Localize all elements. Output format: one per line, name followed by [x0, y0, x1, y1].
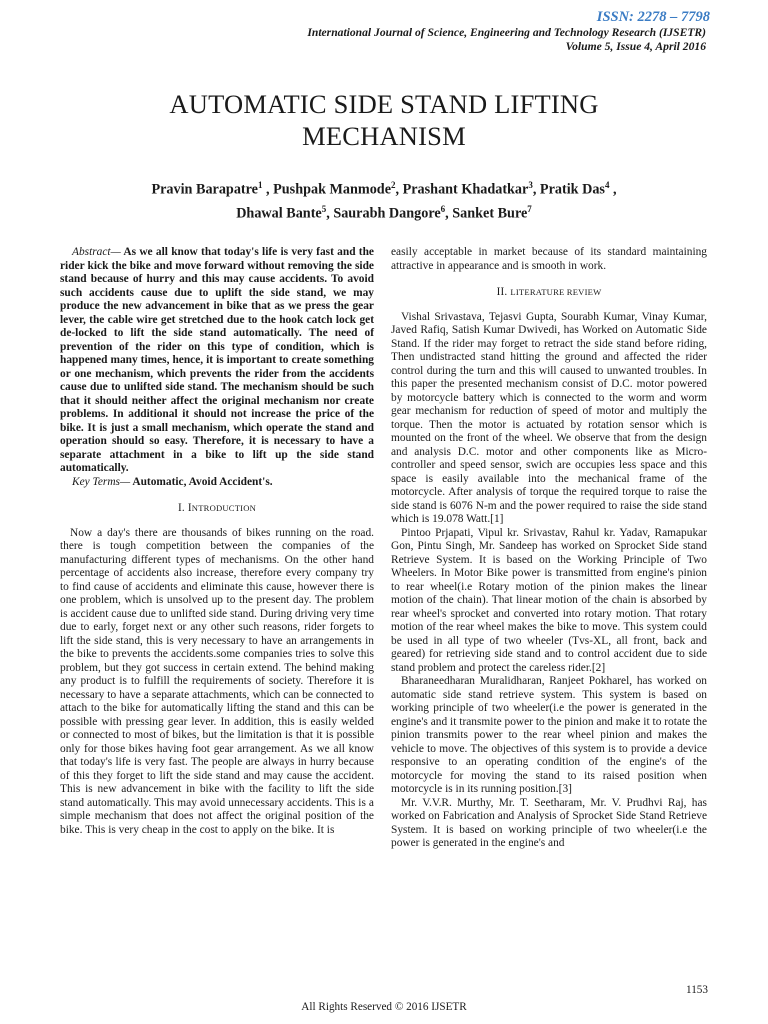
- key-terms: [60, 476, 374, 490]
- author-affil: 5: [321, 203, 327, 214]
- author-line-1: [0, 176, 768, 200]
- author-name: , Pratik Das: [532, 181, 605, 198]
- author-sep: ,: [609, 181, 617, 198]
- literature-paragraph: Mr. V.V.R. Murthy, Mr. T. Seetharam, Mr. V. Prudhvi Raj, has worked on Fabrication and Analysis of Sprocket Side Stand Retrieve System. It is based on working principle of two wheeler(i.e the power is generated in the engine's and: [391, 796, 707, 849]
- author-name: Dhawal Bante: [236, 205, 322, 222]
- left-column: [60, 246, 374, 837]
- author-affil: 3: [528, 180, 533, 190]
- author-name: , Prashant Khadatkar: [395, 181, 529, 198]
- key-terms-text: Automatic, Avoid Accident's.: [130, 475, 273, 488]
- section-heading-introduction: I. INTRODUCTION: [177, 502, 257, 514]
- author-name: , Sanket Bure: [445, 205, 528, 222]
- title-line-2: MECHANISM: [302, 121, 466, 151]
- copyright-footer: All Rights Reserved © 2016 IJSETR: [301, 1001, 467, 1013]
- title-line-1: AUTOMATIC SIDE STAND LIFTING: [169, 89, 599, 119]
- intro-paragraph: Now a day's there are thousands of bikes running on the road. there is tough competition between the companies of the manufacturing different types of mechanisms. On the other hand percentage of accidents also increase, therefore every company try to find cause of accidents and eliminate this cause, however there is one problem, which is unsolved up to the present day. The problem is accident cause due to unlifted side stand. During driving very time due to early, forget next or any other such reasons, rider forgets to lift the side stand, this is very necessary to have an arrangements in the bike to prevents the accidents.some companies tries to solve this problem, but they got success in certain extend. The behind making any product is to fulfill the requirements of society. Therefore it is necessary to have a separate attachments, which can be connected to attach to the bike for automatically lifting the stand and this can be possible with pressing gear lever. In addition, this is easily welded or connected to most of bikes, but the limitation is that it is possible only for those bikes having foot gear arrangement. As we all know that today's life is very fast. The people are always in hurry because of this they forget to lift the side stand and may cause the accident. This is new advancement in bike with the facility to lift the side stand automatically. This may avoid unnecessary accidents. This is a simple mechanism that does not affect the original position of the bike. This is very cheap in the cost to apply on the bike. It is: [60, 526, 374, 836]
- right-column: [391, 246, 707, 851]
- author-affil: 2: [391, 180, 396, 190]
- author-line-2: [0, 200, 768, 224]
- author-affil: 6: [440, 203, 446, 214]
- author-name: , Pushpak Manmode: [262, 181, 391, 198]
- abstract-label: Abstract—: [72, 246, 121, 258]
- author-list: [0, 176, 768, 223]
- author-name: , Saurabh Dangore: [326, 205, 441, 222]
- paper-title: [0, 88, 768, 152]
- author-affil: 4: [604, 180, 610, 190]
- section-heading-literature-review: II. LITERATURE REVIEW: [496, 286, 602, 298]
- journal-name: International Journal of Science, Engineering and Technology Research (IJSETR): [307, 26, 706, 39]
- issn-header: ISSN: 2278 – 7798: [596, 9, 710, 25]
- author-name: Pravin Barapatre: [151, 181, 258, 198]
- journal-header: [307, 26, 706, 54]
- intro-continuation: easily acceptable in market because of its standard maintaining attractive in appearance and is smooth in work.: [391, 246, 707, 272]
- abstract-text: As we all know that today's life is very fast and the rider kick the bike and move forward without removing the side stand because of hurry and this may cause accidents. To avoid such accidents cause due to uplift the side stand, we may produce the new advancement in bike that as we press the gear lever, the cable wire get stretched due to the hook catch lock get de-locked to lift the side stand automatically. The need of prevention of the rider on this type of condition, which is happened many times, hence, it is important to create something or one mechanism, which prevents the rider from the accidents cause due to unlifted side stand. The mechanism should be such that it should neither affect the original mechanism nor create problems. In additional it should not increase the price of the bike. It is just a small mechanism, which operate the stand and operation should so easy. Therefore, it is necessary to have a separate attachment in a bike to lift up the side stand automatically.: [60, 246, 374, 474]
- key-terms-label: Key Terms—: [72, 475, 131, 488]
- abstract: [60, 246, 374, 476]
- page-number: 1153: [686, 984, 708, 996]
- author-affil: 1: [257, 180, 263, 190]
- literature-paragraph: Bharaneedharan Muralidharan, Ranjeet Pokharel, has worked on automatic side stand retrieve system. This system is based on working principle of two wheeler(i.e the power is generated in the engine's and it transmite power to the pinion and make it to rotate the pinion transmits power to the rear wheel pinion and makes the vehicle to move. The objectives of this system is to provide a device responsive to an operating condition of the engine's of the motorcycle for moving the stand to its raised position when motorcycle is in its running position.[3]: [391, 675, 707, 795]
- literature-paragraph: Pintoo Prjapati, Vipul kr. Srivastav, Rahul kr. Yadav, Ramapukar Gon, Pintu Singh, Mr. Sandeep has worked on Sprocket Side stand Retrieve System. It is based on the Working Principle of Two Wheelers. In Motor Bike power is transmitted from engine's pinion to rear wheel(i.e Rotary motion of the pinion makes the linear motion of the chain). That linear motion of the chain is absorbed by rear wheel's sprocket and converted into rotary motion. That rotary motion of the rear wheel makes the bike to move. This system could be used in all type of two wheeler (Tvs-XL, all front, back and geared) for retrieving side stand and to control accident due to side stand problem and protect the careless rider.[2]: [391, 526, 707, 674]
- journal-volume: Volume 5, Issue 4, April 2016: [565, 40, 706, 53]
- author-affil: 7: [527, 203, 532, 214]
- literature-paragraph: Vishal Srivastava, Tejasvi Gupta, Sourabh Kumar, Vinay Kumar, Javed Rafiq, Satish Kumar Dwivedi, has Worked on Automatic Side Stand. If the rider may forget to retract the side stand before riding, Then undistracted stand hitting the ground and affected the rider control during the turn and this will caused to unwanted troubles. In this paper the presented mechanism consist of D.C. motor powered by motorcycle battery which is connected to the worm and worm gear mechanism for reduction of speed of motor and multiply the torque. Then the motor is actuated by rotation sensor which is mounted on the front of the wheel. We observe that from the design and analysis D.C. motor and other components like as Micro-controller and speed sensor, swich are occupies less space and this space is easily available into the mechanical frame of the motorcycle. After analysis of torque the required torque to raise the side stand is 6076 N-m and the power required to raise the side stand which is 19.078 Watt.[1]: [391, 310, 707, 525]
